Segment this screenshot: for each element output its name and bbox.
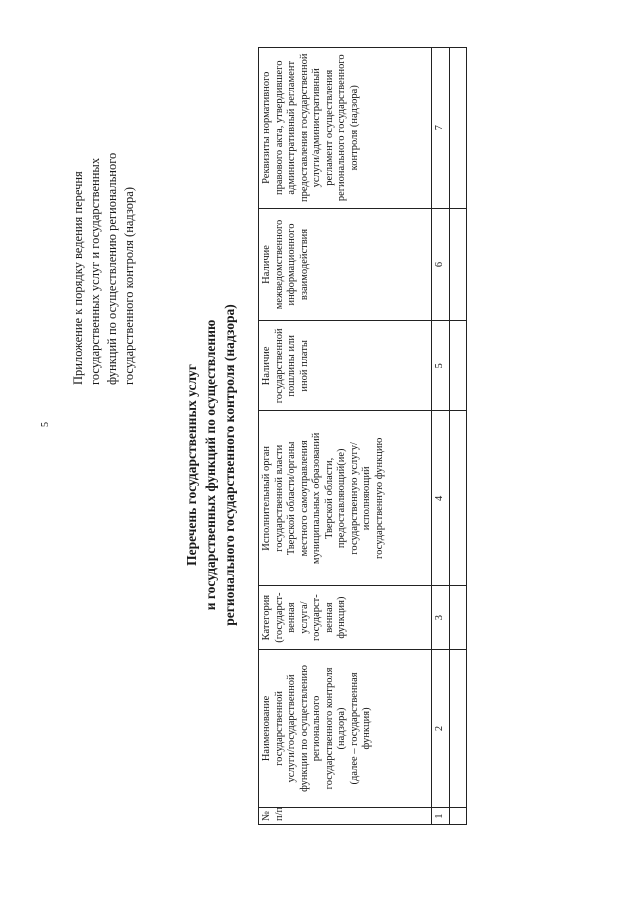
header-interagency [259,208,432,321]
page-number: 5 [40,422,51,427]
header-line: предоставления государственной [298,53,310,203]
header-line: местного самоуправления [298,440,310,557]
column-number: 3 [432,586,450,649]
header-line: регламент осуществления [323,69,335,186]
header-line: венная [286,602,297,633]
header-line: п/п [273,806,285,821]
column-number-row [432,48,450,825]
header-line: Наличие [261,245,272,284]
column-number: 4 [432,411,450,586]
empty-row [449,48,466,825]
header-line: Наличие [261,346,272,386]
header-line: услуги/административный [311,68,322,188]
header-line: функции по осуществлению [298,665,310,792]
header-executive-body [259,411,432,586]
header-line: Наименование [261,695,272,762]
header-line: услуги/государственной [286,674,297,783]
header-line: государственного контроля [323,667,335,790]
appendix-line: функций по осуществлению регионального [105,152,119,385]
header-line: Тверской области, [323,457,335,539]
header-line: контроля (надзора) [348,85,360,171]
header-line: № [261,810,272,821]
column-number: 5 [432,321,450,411]
empty-cell [449,411,466,586]
header-line: услуга/ [298,601,310,634]
header-line: взаимодействия [298,228,310,301]
appendix-line: государственного контроля (надзора) [122,186,136,385]
header-line: правового акта, утвердившего [273,60,285,195]
column-number: 7 [432,48,450,209]
header-line: регионального государственного [336,54,347,202]
empty-cell [449,48,466,209]
header-line: государственную функцию [373,437,385,559]
empty-cell [449,808,466,825]
header-line: межведомственного [273,219,285,310]
header-line: государственной [273,328,285,404]
header-line: (далее – государственная [348,672,360,785]
table-header-row [259,48,432,825]
header-line: (государст- [273,592,285,643]
header-line: венная [323,602,335,633]
header-line: государственную услугу/ [348,442,360,555]
header-line: Тверской области/органы [286,441,297,556]
empty-cell [449,321,466,411]
header-line: государственной власти [273,444,285,552]
title-line: Перечень государственных услуг [184,364,199,566]
column-number: 2 [432,649,450,807]
header-line: государст- [311,594,322,641]
header-line: государственной [273,691,285,766]
header-line: функция) [361,707,372,750]
appendix-line: государственных услуг и государственных [88,157,102,385]
header-legal-act [259,48,432,209]
title-line: регионального государственного контроля (надзора) [222,304,237,626]
column-number: 1 [432,808,450,825]
header-line: регионального [311,695,322,762]
header-line: Категория [261,594,272,641]
header-line: муниципальных образований [311,432,322,565]
header-line: иной платы [298,340,310,392]
header-line: Реквизиты нормативного [261,71,272,184]
header-service-name [259,649,432,807]
document-title [182,185,239,745]
header-line: функция) [336,596,347,639]
column-number: 6 [432,208,450,321]
header-category [259,586,432,649]
empty-cell [449,208,466,321]
empty-cell [449,586,466,649]
header-line: исполняющий [361,466,372,531]
header-line: административный регламент [286,60,297,195]
header-number [259,808,432,825]
services-table [258,47,467,825]
header-line: предоставляющий(ие) [336,448,347,549]
title-line: и государственных функций по осуществлению [203,319,218,611]
header-line: пошлины или [286,335,297,397]
appendix-line: Приложение к порядку ведения перечня [71,171,85,385]
appendix-note [70,55,138,385]
header-line: Исполнительный орган [261,445,272,551]
empty-cell [449,649,466,807]
header-line: (надзора) [336,707,347,750]
header-fee [259,321,432,411]
header-line: информационного [286,223,297,306]
